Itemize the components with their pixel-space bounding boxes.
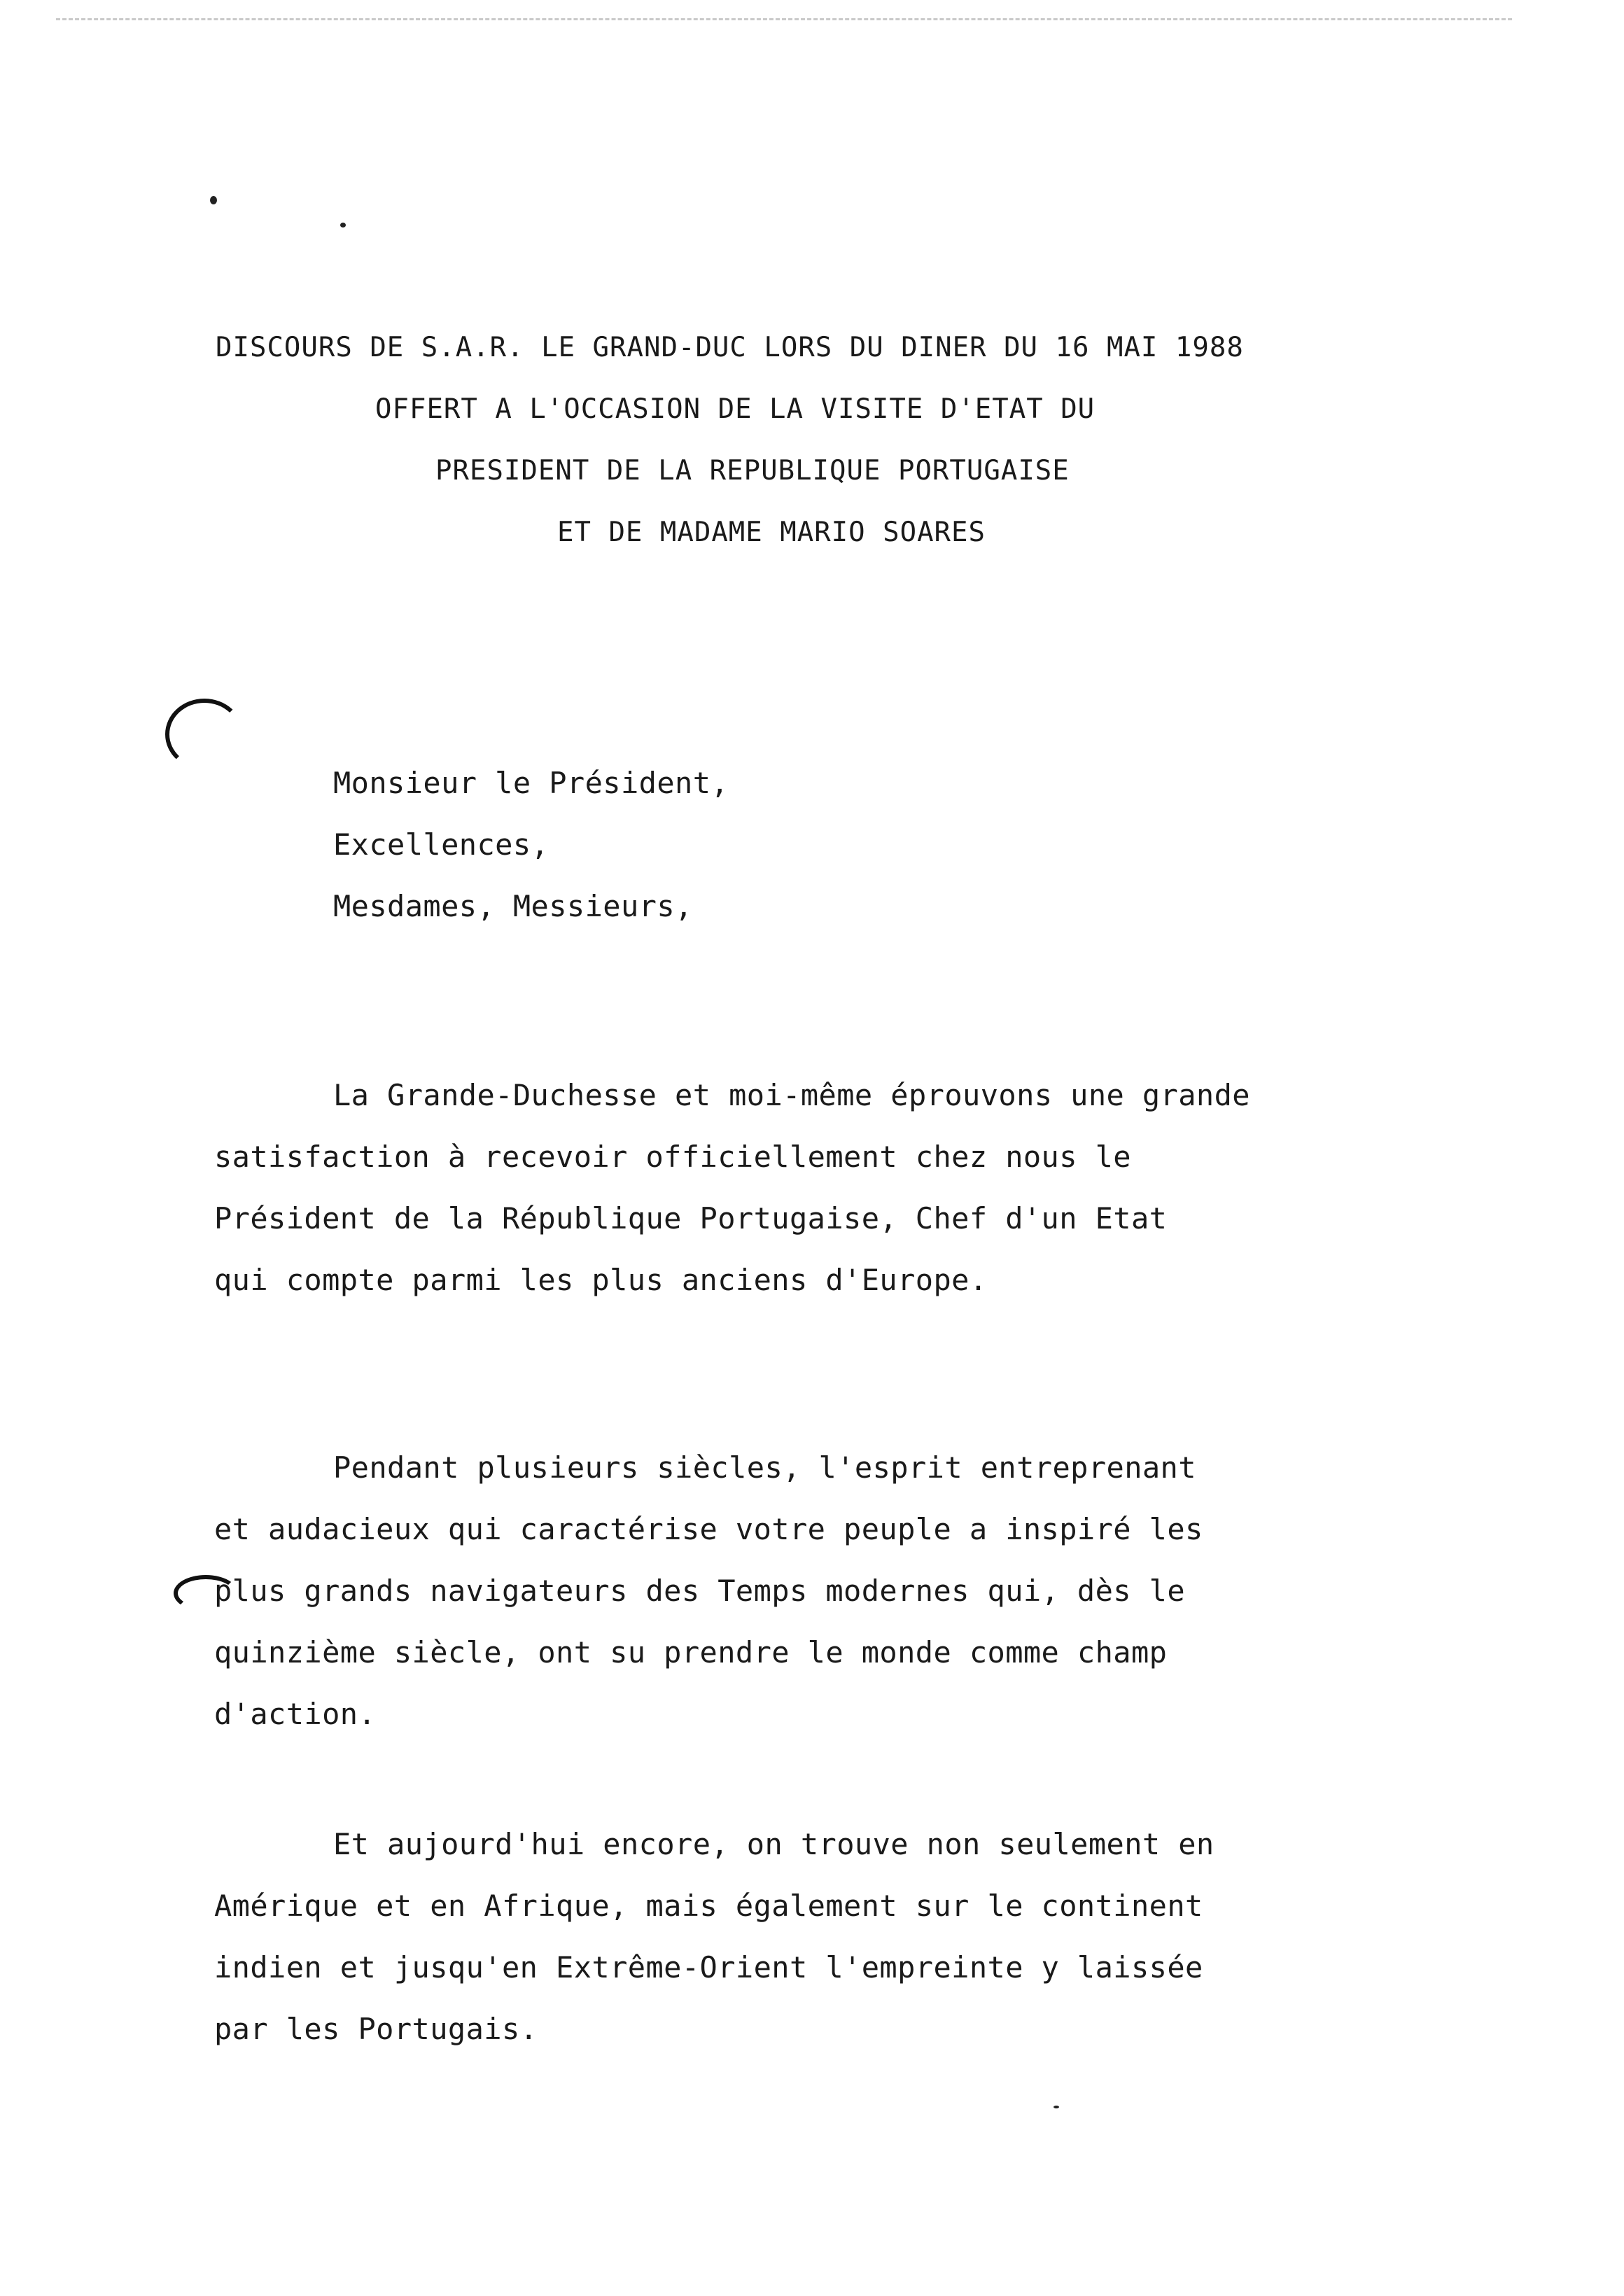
heading-line-3: PRESIDENT DE LA REPUBLIQUE PORTUGAISE xyxy=(435,455,1070,486)
scan-speck xyxy=(210,196,217,204)
paragraph-line: Et aujourd'hui encore, on trouve non seulement en xyxy=(333,1827,1214,1861)
paragraph-line: Amérique et en Afrique, mais également sur le continent xyxy=(214,1889,1203,1923)
heading-line-4: ET DE MADAME MARIO SOARES xyxy=(557,517,986,548)
margin-mark xyxy=(165,699,244,770)
paragraph-line: satisfaction à recevoir officiellement chez nous le xyxy=(214,1140,1131,1174)
scan-speck xyxy=(1054,2106,1059,2108)
salutation-line-2: Excellences, xyxy=(333,827,550,862)
paragraph-line: Pendant plusieurs siècles, l'esprit entreprenant xyxy=(333,1450,1196,1485)
paragraph-line: et audacieux qui caractérise votre peuple a inspiré les xyxy=(214,1512,1203,1546)
paragraph-line: d'action. xyxy=(214,1697,377,1731)
paragraph-line: par les Portugais. xyxy=(214,2012,538,2046)
paragraph-line: Président de la République Portugaise, Chef d'un Etat xyxy=(214,1201,1168,1236)
paragraph-line: La Grande-Duchesse et moi-même éprouvons une grande xyxy=(333,1078,1250,1112)
heading-line-1: DISCOURS DE S.A.R. LE GRAND-DUC LORS DU DINER DU 16 MAI 1988 xyxy=(216,332,1244,363)
heading-line-2: OFFERT A L'OCCASION DE LA VISITE D'ETAT DU xyxy=(375,393,1096,425)
paragraph-line: quinzième siècle, ont su prendre le monde comme champ xyxy=(214,1635,1168,1670)
paragraph-line: indien et jusqu'en Extrême-Orient l'empreinte y laissée xyxy=(214,1950,1203,1984)
scan-speck xyxy=(340,223,346,227)
salutation-line-1: Monsieur le Président, xyxy=(333,766,729,800)
paragraph-line: plus grands navigateurs des Temps modernes qui, dès le xyxy=(214,1574,1186,1608)
salutation-line-3: Mesdames, Messieurs, xyxy=(333,889,693,923)
paragraph-line: qui compte parmi les plus anciens d'Europe. xyxy=(214,1263,988,1297)
scan-artifact-line xyxy=(56,18,1512,20)
